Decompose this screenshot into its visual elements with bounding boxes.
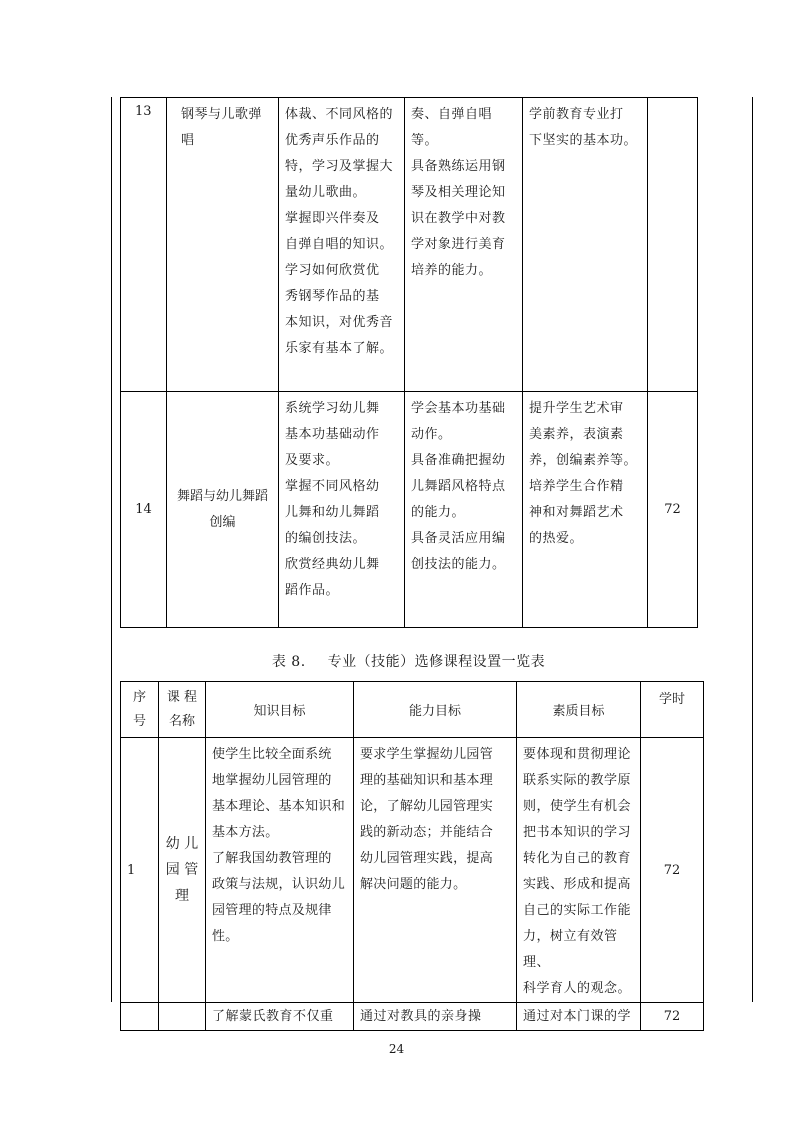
ability-goal: 奏、自弹自唱等。 具备熟练运用钢 琴及相关理论知 识在教学中对教 学对象进行美育 培养的能力。 (405, 98, 523, 392)
knowledge-goal: 系统学习幼儿舞 基本功基础动作 及要求。 掌握不同风格幼 儿舞和幼儿舞蹈 的编创技法。 欣赏经典幼儿舞 蹈作品。 (279, 392, 405, 628)
course-name: 舞蹈与幼儿舞蹈 创编 (167, 392, 279, 628)
table-row (121, 1003, 704, 1031)
table-header-row (121, 682, 704, 738)
caption-label: 表 8. (271, 654, 306, 670)
page-number: 24 (388, 1042, 405, 1056)
quality-goal: 学前教育专业打 下坚实的基本功。 (523, 98, 648, 392)
row-number (121, 1003, 159, 1031)
caption-title: 专业（技能）选修课程设置一览表 (327, 654, 546, 670)
ability-goal: 要求学生掌握幼儿园管 理的基础知识和基本理 论，了解幼儿园管理实 践的新动态；并能结合 幼儿园管理实践，提高 解决问题的能力。 (354, 738, 517, 1003)
credit-hours (648, 98, 698, 392)
quality-goal: 要体现和贯彻理论 联系实际的教学原 则，使学生有机会 把书本知识的学习 转化为自己的教育 实践、形成和提高 自己的实际工作能 力，树立有效管理、 科学育人的观念。 (517, 738, 641, 1003)
table-row (121, 98, 698, 392)
course-name (159, 1003, 206, 1031)
quality-goal: 通过对本门课的学 (517, 1003, 641, 1031)
course-table-7 (120, 97, 698, 628)
knowledge-goal: 了解蒙氏教育不仅重 (206, 1003, 354, 1031)
row-number: 14 (121, 392, 167, 628)
header-ability: 能力目标 (354, 682, 517, 738)
ability-goal: 通过对教具的亲身操 (354, 1003, 517, 1031)
course-name: 幼 儿 园 管 理 (159, 738, 206, 1003)
knowledge-goal: 使学生比较全面系统 地掌握幼儿园管理的 基本理论、基本知识和 基本方法。 了解我国幼教管理的 政策与法规，认识幼儿 园管理的特点及规律 性。 (206, 738, 354, 1003)
table-row (121, 738, 704, 1003)
credit-hours: 72 (641, 738, 704, 1003)
knowledge-goal: 体裁、不同风格的 优秀声乐作品的 特，学习及掌握大 量幼儿歌曲。 掌握即兴伴奏及 自弹自唱的知识。 学习如何欣赏优 秀钢琴作品的基 本知识，对优秀音 乐家有基本了解。 (279, 98, 405, 392)
quality-goal: 提升学生艺术审 美素养，表演素 养，创编素养等。 培养学生合作精 神和对舞蹈艺术 的热爱。 (523, 392, 648, 628)
credit-hours: 72 (641, 1003, 704, 1031)
ability-goal: 学会基本功基础 动作。 具备准确把握幼 儿舞蹈风格特点 的能力。 具备灵活应用编 创技法的能力。 (405, 392, 523, 628)
credit-hours: 72 (648, 392, 698, 628)
course-table-8 (120, 681, 704, 1031)
header-no: 序 号 (121, 682, 159, 738)
header-knowledge: 知识目标 (206, 682, 354, 738)
table-caption (120, 651, 697, 671)
header-course: 课 程 名称 (159, 682, 206, 738)
row-number: 13 (121, 98, 167, 392)
row-number: 1 (121, 738, 159, 1003)
header-quality: 素质目标 (517, 682, 641, 738)
course-name: 钢琴与儿歌弹唱 (167, 98, 279, 392)
table-row (121, 392, 698, 628)
header-hours: 学时 (641, 682, 704, 738)
